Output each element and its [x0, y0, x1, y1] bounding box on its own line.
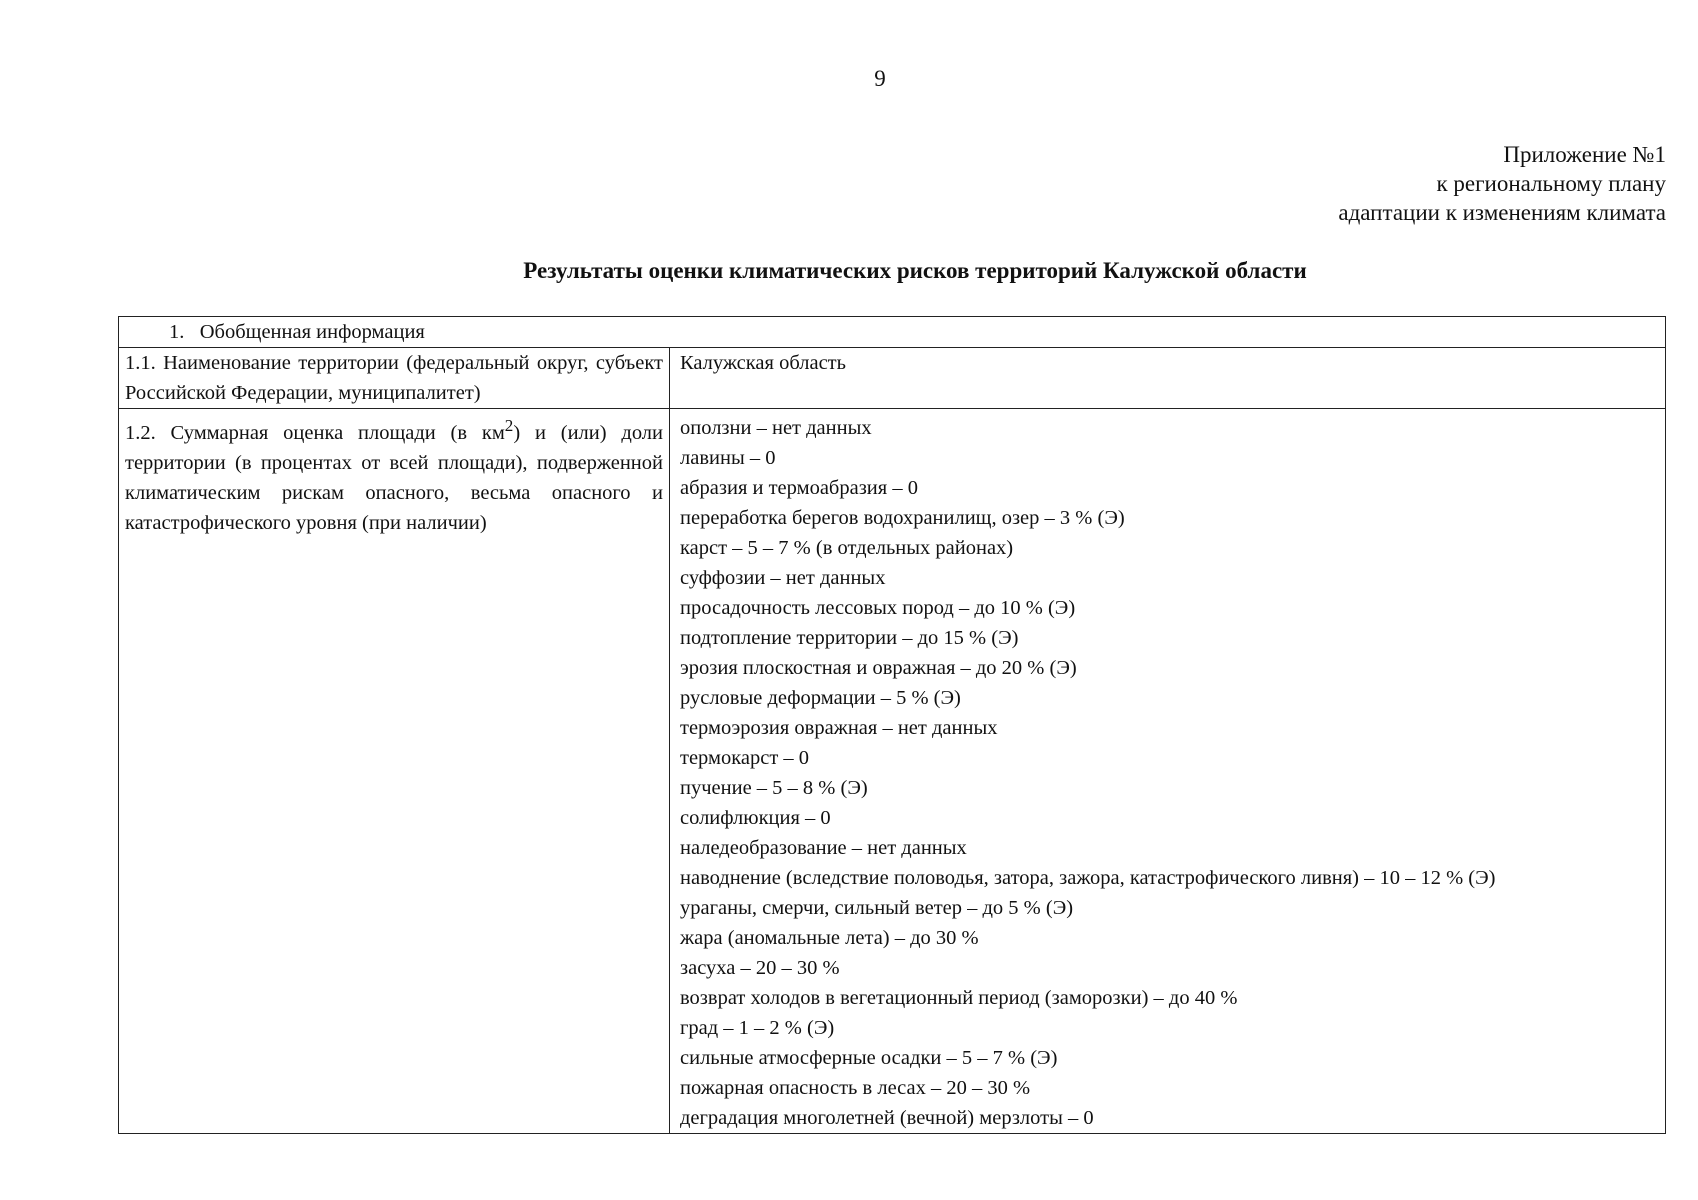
risk-list-item: засуха – 20 – 30 % [680, 957, 840, 979]
risk-list-item: оползни – нет данных [680, 417, 872, 439]
section-header-row [119, 317, 1666, 348]
risk-list-item: град – 1 – 2 % (Э) [680, 1017, 835, 1039]
risk-list-item: пучение – 5 – 8 % (Э) [680, 777, 868, 799]
risk-table [118, 316, 1666, 1134]
risk-area-label [119, 409, 670, 1134]
risk-list-item: термокарст – 0 [680, 747, 810, 769]
risk-list-item: суффозии – нет данных [680, 567, 886, 589]
risk-list-item: подтопление территории – до 15 % (Э) [680, 627, 1019, 649]
risk-list-item: деградация многолетней (вечной) мерзлоты – 0 [680, 1107, 1094, 1129]
risk-list-item: наледеобразование – нет данных [680, 837, 967, 859]
document-title: Результаты оценки климатических рисков территорий Калужской области [523, 258, 1307, 283]
risk-list-item: сильные атмосферные осадки – 5 – 7 % (Э) [680, 1047, 1058, 1069]
page-number: 9 [874, 66, 886, 91]
risk-area-label-part-1: 1.2. Суммарная оценка площади (в км [125, 421, 505, 444]
appendix-header [1338, 140, 1666, 227]
risk-list-item: ураганы, смерчи, сильный ветер – до 5 % (Э) [680, 897, 1074, 919]
risk-list-item: абразия и термоабразия – 0 [680, 477, 918, 499]
risk-list-item: лавины – 0 [680, 447, 776, 469]
risk-area-label-sup: 2 [504, 416, 514, 435]
appendix-line-1: Приложение №1 [1503, 142, 1666, 167]
risk-list-item: солифлюкция – 0 [680, 807, 831, 829]
appendix-line-3: адаптации к изменениям климата [1338, 200, 1666, 225]
risk-list-item: пожарная опасность в лесах – 20 – 30 % [680, 1077, 1031, 1099]
territory-name-row [119, 348, 1666, 409]
risk-area-values [670, 409, 1666, 1134]
section-title: Обобщенная информация [199, 321, 425, 343]
section-header-cell [119, 317, 1666, 348]
risk-area-label-part-2: ) и (или) доли территории (в процентах от всей площади), подверженной климатическим рискам опасного, весьма опасного и катастрофического уровня (при наличии) [125, 421, 663, 534]
territory-name-label: 1.1. Наименование территории (федеральный округ, субъект Российской Федерации, муниципалитет) [119, 348, 670, 409]
section-number: 1. [169, 321, 185, 343]
risk-list-item: жара (аномальные лета) – до 30 % [680, 927, 979, 949]
risk-list-item: русловые деформации – 5 % (Э) [680, 687, 961, 709]
risk-list-item: карст – 5 – 7 % (в отдельных районах) [680, 537, 1014, 559]
risk-list-item: переработка берегов водохранилищ, озер – 3 % (Э) [680, 507, 1125, 529]
territory-name-value: Калужская область [670, 348, 1666, 409]
risk-list [680, 409, 1659, 1133]
appendix-line-2: к региональному плану [1436, 171, 1666, 196]
risk-list-item: наводнение (вследствие половодья, затора, зажора, катастрофического ливня) – 10 – 12 % (Э) [680, 867, 1496, 889]
risk-list-item: просадочность лессовых пород – до 10 % (Э) [680, 597, 1076, 619]
risk-area-row [119, 409, 1666, 1134]
risk-list-item: возврат холодов в вегетационный период (заморозки) – до 40 % [680, 987, 1238, 1009]
risk-list-item: термоэрозия овражная – нет данных [680, 717, 998, 739]
risk-area-label-text [125, 409, 663, 538]
risk-list-item: эрозия плоскостная и овражная – до 20 % (Э) [680, 657, 1077, 679]
